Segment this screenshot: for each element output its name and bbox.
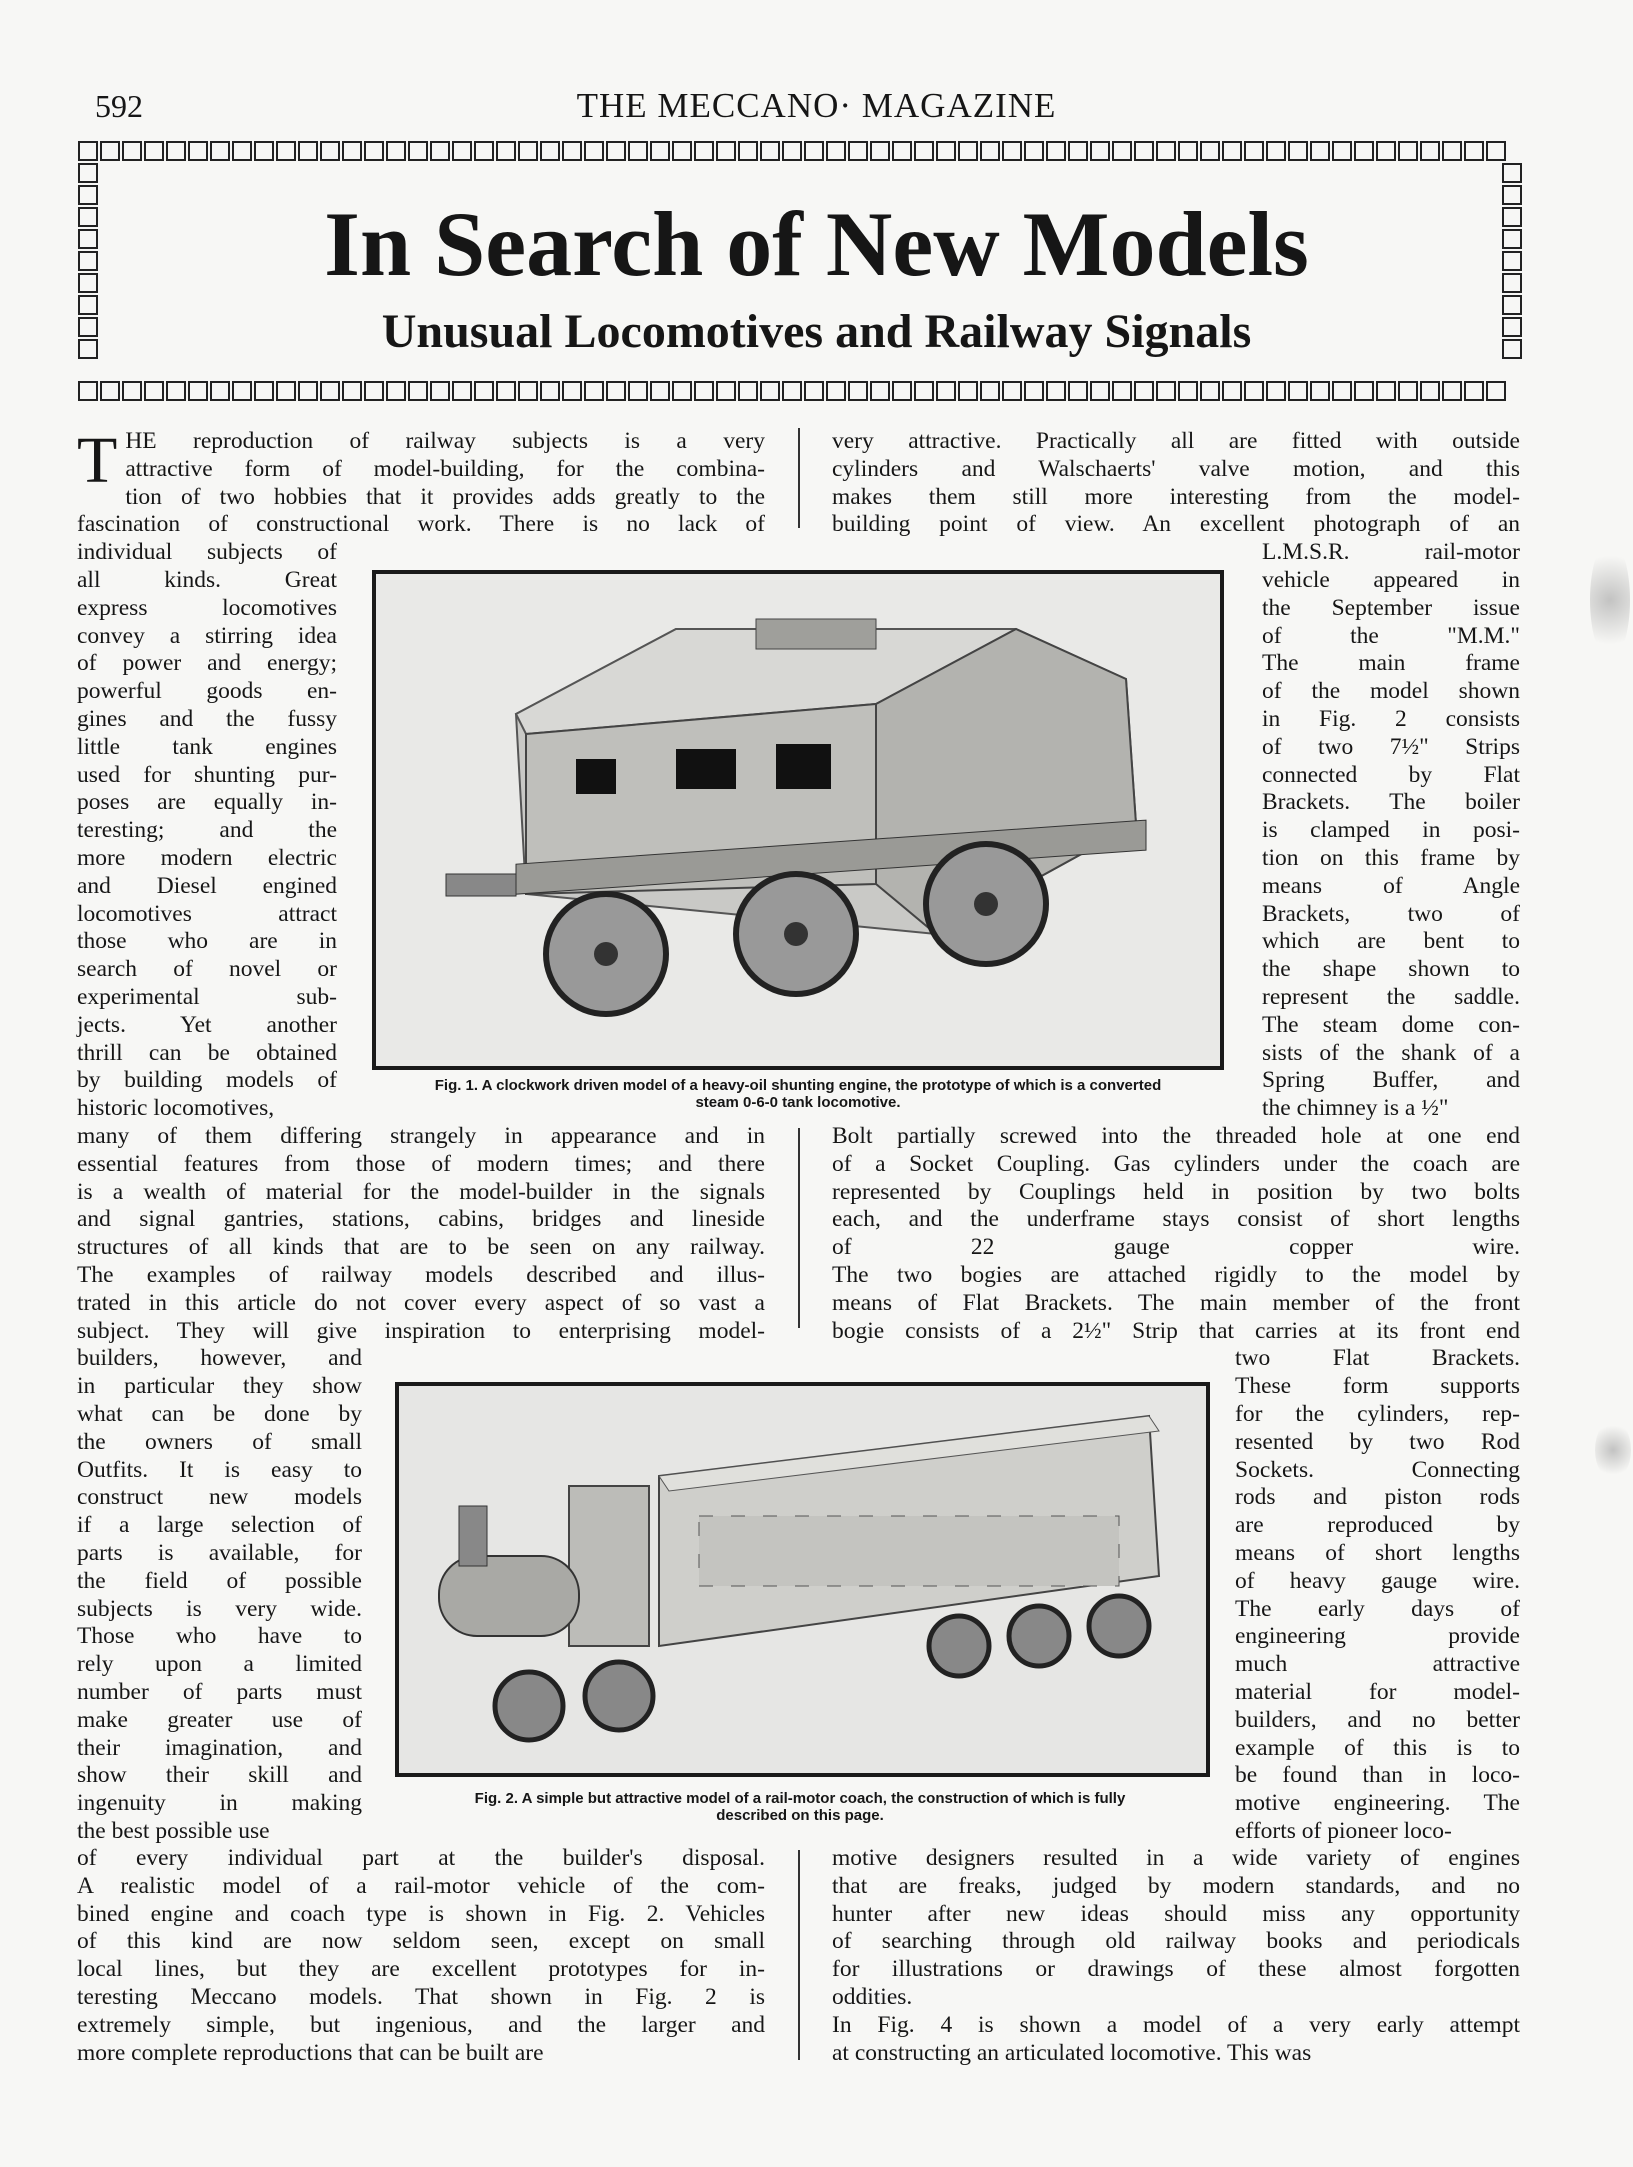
figure-1-caption (360, 1077, 1236, 1111)
text-line: all kinds. Great (77, 566, 337, 593)
text-line: hunter after new ideas should miss any opportunity (832, 1900, 1520, 1927)
text-line: parts is available, for (77, 1539, 362, 1566)
text-line: powerful goods en- (77, 678, 337, 705)
text-line: sists of the shank of a (1262, 1039, 1520, 1066)
text-line: make greater use of (77, 1706, 362, 1733)
text-line: number of parts must (77, 1678, 362, 1705)
text-line: The two bogies are attached rigidly to the model by (832, 1261, 1520, 1288)
text-line: in Fig. 2 consists (1262, 705, 1520, 732)
text-line: thrill can be obtained (77, 1039, 337, 1066)
text-line: means of Flat Brackets. The main member of the front (832, 1289, 1520, 1316)
text-line: In Fig. 4 is shown a model of a very early attempt (832, 2011, 1520, 2038)
text-line: represent the saddle. (1262, 983, 1520, 1010)
text-line: of the model shown (1262, 678, 1520, 705)
text-line: of the "M.M." (1262, 622, 1520, 649)
text-line: cylinders and Walschaerts' valve motion, and this (832, 455, 1520, 482)
text-line: tion of two hobbies that it provides adds greatly to the (125, 483, 765, 510)
text-line: bined engine and coach type is shown in Fig. 2. Vehicles (77, 1900, 765, 1927)
text-line: means of Angle (1262, 872, 1520, 899)
text-line: teresting; and the (77, 817, 337, 844)
figure-1-image (372, 570, 1224, 1070)
text-line: experimental sub- (77, 983, 337, 1010)
text-line: for illustrations or drawings of these almost forgotten (832, 1956, 1520, 1983)
text-line: search of novel or (77, 956, 337, 983)
text-line: used for shunting pur- (77, 761, 337, 788)
text-line: of this kind are now seldom seen, except on small (77, 1928, 765, 1955)
text-line: Sockets. Connecting (1235, 1456, 1520, 1483)
text-line: fascination of constructional work. There is no lack of (77, 511, 765, 538)
text-line: subjects is very wide. (77, 1595, 362, 1622)
text-line: convey a stirring idea (77, 622, 337, 649)
text-line: vehicle appeared in (1262, 566, 1520, 593)
text-line: connected by Flat (1262, 761, 1520, 788)
text-line: The main frame (1262, 650, 1520, 677)
text-line: express locomotives (77, 594, 337, 621)
text-line: locomotives attract (77, 900, 337, 927)
text-line: at constructing an articulated locomotive. This was (832, 2039, 1312, 2066)
paragraph-right-bottom (832, 1845, 1520, 2067)
text-line: of power and energy; (77, 650, 337, 677)
text-line: A realistic model of a rail-motor vehicle of the com- (77, 1872, 765, 1899)
text-line: are reproduced by (1235, 1512, 1520, 1539)
text-line: of heavy gauge wire. (1235, 1567, 1520, 1594)
text-line: builders, and no better (1235, 1706, 1520, 1733)
text-line: much attractive (1235, 1651, 1520, 1678)
magazine-title: THE MECCANO· MAGAZINE (576, 86, 1057, 125)
figure-2-caption-line: Fig. 2. A simple but attractive model of a rail-motor coach, the construction of which is fully (474, 1790, 1126, 1807)
text-line: Brackets. The boiler (1262, 789, 1520, 816)
text-line: The early days of (1235, 1595, 1520, 1622)
text-line: the shape shown to (1262, 956, 1520, 983)
text-line: of 22 gauge copper wire. (832, 1234, 1520, 1261)
text-line: means of short lengths (1235, 1539, 1520, 1566)
text-line: Outfits. It is easy to (77, 1456, 362, 1483)
text-line: motive engineering. The (1235, 1790, 1520, 1817)
text-line: if a large selection of (77, 1512, 362, 1539)
text-line: each, and the underframe stays consist of short lengths (832, 1206, 1520, 1233)
text-line: is a wealth of material for the model-builder in the signals (77, 1178, 765, 1205)
text-line: trated in this article do not cover every aspect of so vast a (77, 1289, 765, 1316)
text-line: the best possible use (77, 1817, 270, 1844)
text-line: of searching through old railway books and periodicals (832, 1928, 1520, 1955)
text-line: ingenuity in making (77, 1790, 362, 1817)
text-line: structures of all kinds that are to be seen on any railway. (77, 1234, 765, 1261)
text-line: Those who have to (77, 1623, 362, 1650)
text-line: for the cylinders, rep- (1235, 1400, 1520, 1427)
text-line: The examples of railway models described and illus- (77, 1261, 765, 1288)
text-line: resented by two Rod (1235, 1428, 1520, 1455)
text-line: those who are in (77, 928, 337, 955)
scan-stain (1595, 1420, 1631, 1480)
text-line: subject. They will give inspiration to enterprising model- (77, 1317, 765, 1344)
text-line: and Diesel engined (77, 872, 337, 899)
rail-motor-coach-illustration (399, 1386, 1206, 1773)
text-line: engineering provide (1235, 1623, 1520, 1650)
text-line: of a Socket Coupling. Gas cylinders under the coach are (832, 1150, 1520, 1177)
paragraph-left-bottom (77, 1845, 765, 2067)
text-line: very attractive. Practically all are fitted with outside (832, 428, 1520, 454)
text-line: construct new models (77, 1484, 362, 1511)
text-line: historic locomotives, (77, 1095, 275, 1122)
scan-stain (1590, 540, 1630, 660)
text-line: material for model- (1235, 1678, 1520, 1705)
column-rule (798, 1850, 800, 2060)
text-line: attractive form of model-building, for the combina- (125, 455, 765, 482)
text-line: individual subjects of (77, 539, 337, 566)
figure-2-caption (380, 1790, 1220, 1824)
text-line: HE reproduction of railway subjects is a very (125, 428, 765, 454)
text-line: the September issue (1262, 594, 1520, 621)
text-line: rely upon a limited (77, 1651, 362, 1678)
text-line: teresting Meccano models. That shown in Fig. 2 is (77, 1983, 765, 2010)
text-line: which are bent to (1262, 928, 1520, 955)
article-title: In Search of New Models (324, 193, 1309, 295)
text-line: Brackets, two of (1262, 900, 1520, 927)
text-line: makes them still more interesting from the model- (832, 483, 1520, 510)
text-line: of every individual part at the builder's disposal. (77, 1845, 765, 1871)
text-line: two Flat Brackets. (1235, 1345, 1520, 1372)
drop-cap: T (77, 424, 118, 497)
text-line: extremely simple, but ingenious, and the larger and (77, 2011, 765, 2038)
page-number: 592 (95, 88, 143, 124)
text-line: The steam dome con- (1262, 1011, 1520, 1038)
figure-1-caption-line: steam 0-6-0 tank locomotive. (695, 1094, 901, 1111)
text-line: by building models of (77, 1067, 337, 1094)
column-rule (798, 428, 800, 528)
text-line: tion on this frame by (1262, 844, 1520, 871)
text-line: more modern electric (77, 844, 337, 871)
text-line: more complete reproductions that can be built are (77, 2039, 544, 2066)
text-line: rods and piston rods (1235, 1484, 1520, 1511)
text-line: L.M.S.R. rail-motor (1262, 539, 1520, 566)
text-line: builders, however, and (77, 1345, 362, 1372)
text-line: of two 7½" Strips (1262, 733, 1520, 760)
text-line: example of this is to (1235, 1734, 1520, 1761)
text-line: the owners of small (77, 1428, 362, 1455)
text-line: the chimney is a ½" (1262, 1095, 1449, 1122)
text-line: local lines, but they are excellent prototypes for in- (77, 1956, 765, 1983)
text-line: what can be done by (77, 1400, 362, 1427)
text-line: bogie consists of a 2½" Strip that carries at its front end (832, 1317, 1520, 1344)
text-line: efforts of pioneer loco- (1235, 1817, 1452, 1844)
article-subtitle: Unusual Locomotives and Railway Signals (381, 305, 1252, 358)
text-line: is clamped in posi- (1262, 817, 1520, 844)
text-line: and signal gantries, stations, cabins, bridges and lineside (77, 1206, 765, 1233)
text-line: poses are equally in- (77, 789, 337, 816)
text-line: their imagination, and (77, 1734, 362, 1761)
text-line: jects. Yet another (77, 1011, 337, 1038)
text-line: building point of view. An excellent photograph of an (832, 511, 1520, 538)
text-line: essential features from those of modern times; and there (77, 1150, 765, 1177)
text-line: the field of possible (77, 1567, 362, 1594)
text-line: represented by Couplings held in position by two bolts (832, 1178, 1520, 1205)
column-rule (798, 1128, 800, 1328)
text-line: gines and the fussy (77, 705, 337, 732)
figure-2-caption-line: described on this page. (716, 1807, 884, 1824)
figure-1-caption-line: Fig. 1. A clockwork driven model of a heavy-oil shunting engine, the prototype of which is a converted (434, 1077, 1162, 1094)
text-line: Spring Buffer, and (1262, 1067, 1520, 1094)
text-line: be found than in loco- (1235, 1762, 1520, 1789)
text-line: motive designers resulted in a wide variety of engines (832, 1845, 1520, 1871)
text-line: oddities. (832, 1983, 913, 2010)
text-line: many of them differing strangely in appearance and in (77, 1123, 765, 1149)
text-line: that are freaks, judged by modern standards, and no (832, 1872, 1520, 1899)
text-line: show their skill and (77, 1762, 362, 1789)
text-line: Bolt partially screwed into the threaded hole at one end (832, 1123, 1520, 1149)
text-line: little tank engines (77, 733, 337, 760)
shunting-engine-illustration (376, 574, 1220, 1066)
figure-2-image (395, 1382, 1210, 1777)
text-line: These form supports (1235, 1373, 1520, 1400)
text-line: in particular they show (77, 1373, 362, 1400)
